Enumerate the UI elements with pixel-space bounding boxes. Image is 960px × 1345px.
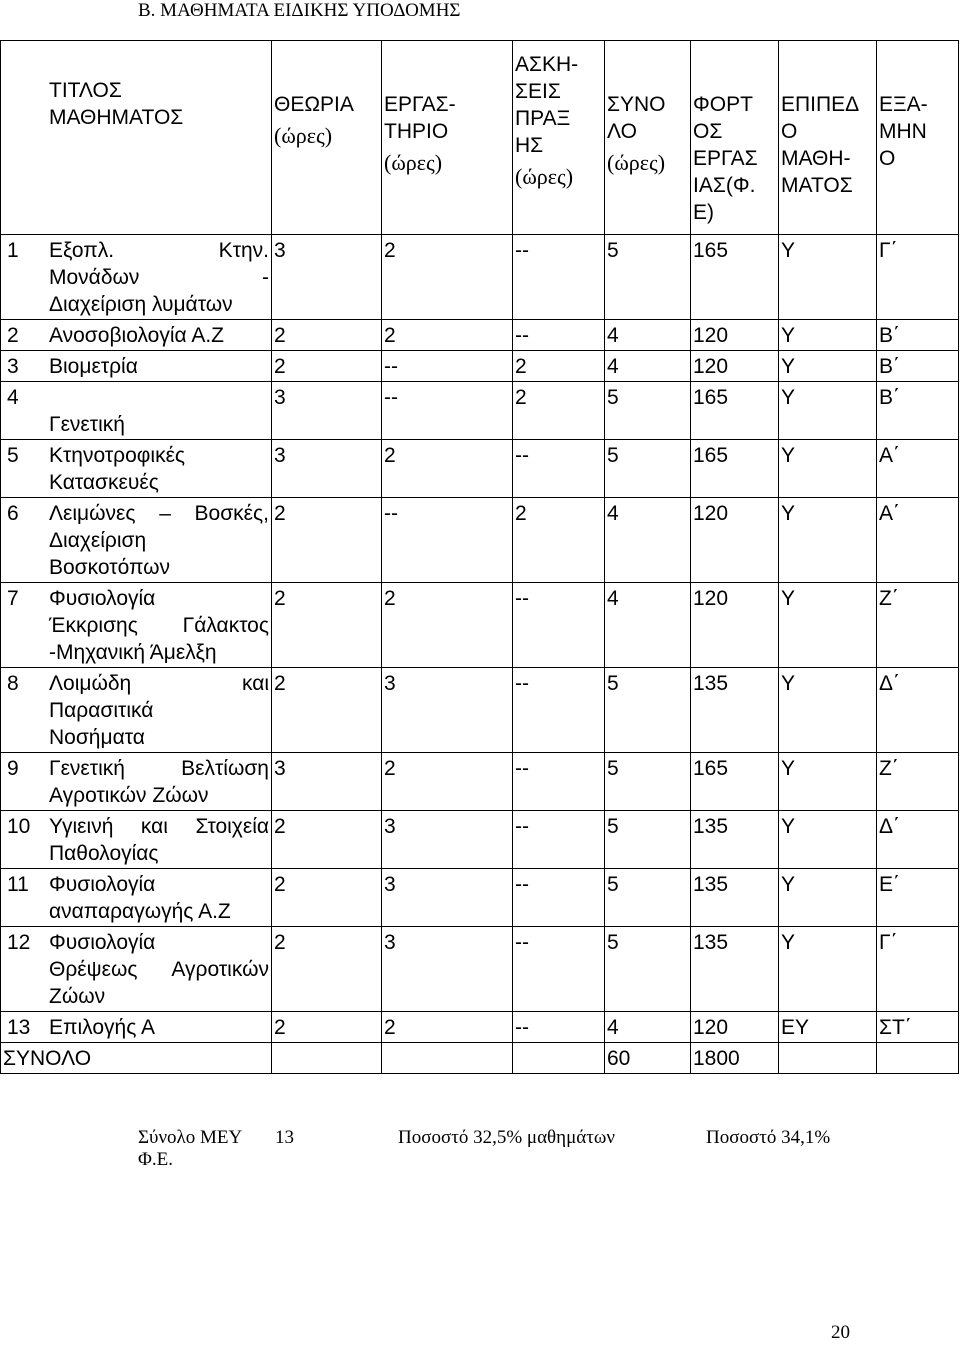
h-workload-line: ΟΣ bbox=[693, 120, 723, 143]
h-exercises-line: ΑΣΚΗ- bbox=[515, 53, 579, 76]
course-workload: 135 bbox=[691, 811, 779, 869]
course-title bbox=[49, 755, 269, 809]
h-level-line: ΜΑΤΟΣ bbox=[781, 174, 853, 197]
course-title bbox=[49, 500, 269, 581]
h-total-unit: (ώρες) bbox=[607, 150, 666, 175]
course-workload: 120 bbox=[691, 583, 779, 668]
course-semester: Δ΄ bbox=[877, 668, 959, 753]
course-semester: Ζ΄ bbox=[877, 583, 959, 668]
course-theory: 3 bbox=[272, 235, 382, 320]
course-title-cell bbox=[1, 440, 272, 498]
header-workload bbox=[691, 41, 779, 235]
course-workload: 165 bbox=[691, 382, 779, 440]
course-theory: 2 bbox=[272, 668, 382, 753]
course-title-cell bbox=[1, 811, 272, 869]
h-title-line: ΜΑΘΗΜΑΤΟΣ bbox=[49, 106, 184, 129]
course-theory: 3 bbox=[272, 753, 382, 811]
table-row bbox=[1, 498, 959, 583]
course-exercises: -- bbox=[513, 235, 605, 320]
courses-table bbox=[0, 40, 959, 1074]
table-row bbox=[1, 583, 959, 668]
h-theory-line: ΘΕΩΡΙΑ bbox=[274, 93, 354, 116]
table-row bbox=[1, 811, 959, 869]
h-semester-line: ΜΗΝ bbox=[879, 120, 927, 143]
course-exercises: -- bbox=[513, 811, 605, 869]
course-title-line: -Μηχανική Άμελξη bbox=[49, 641, 217, 664]
footer-percent-courses: Ποσοστό 32,5% μαθημάτων bbox=[398, 1127, 615, 1148]
header-semester bbox=[877, 41, 959, 235]
course-level: Υ bbox=[779, 498, 877, 583]
course-total: 4 bbox=[605, 320, 691, 351]
course-number: 13 bbox=[7, 1016, 31, 1039]
course-title-line: Γενετική bbox=[49, 413, 125, 436]
course-lab: 2 bbox=[382, 235, 513, 320]
course-semester: Ζ΄ bbox=[877, 753, 959, 811]
course-semester: Γ΄ bbox=[877, 235, 959, 320]
course-total: 5 bbox=[605, 869, 691, 927]
course-level: Υ bbox=[779, 235, 877, 320]
course-title bbox=[49, 353, 269, 380]
course-lab: 3 bbox=[382, 668, 513, 753]
course-semester: Β΄ bbox=[877, 351, 959, 382]
course-title-line: Ανοσοβιολογία Α.Ζ bbox=[49, 324, 224, 347]
course-title-line: Λοιμώδη και bbox=[49, 672, 269, 695]
course-semester: Α΄ bbox=[877, 440, 959, 498]
h-exercises-unit: (ώρες) bbox=[515, 164, 574, 189]
course-total: 5 bbox=[605, 811, 691, 869]
course-title-line: Κτηνοτροφικές bbox=[49, 444, 186, 467]
header-exercises bbox=[513, 41, 605, 235]
h-lab-line: ΕΡΓΑΣ- bbox=[384, 93, 456, 116]
header-level bbox=[779, 41, 877, 235]
header-total bbox=[605, 41, 691, 235]
course-title-line: Θρέψεως Αγροτικών bbox=[49, 958, 269, 981]
course-exercises: -- bbox=[513, 668, 605, 753]
course-theory: 2 bbox=[272, 498, 382, 583]
course-title-line: Παρασιτικά bbox=[49, 699, 154, 722]
course-title-cell bbox=[1, 583, 272, 668]
table-row bbox=[1, 382, 959, 440]
course-title-cell bbox=[1, 668, 272, 753]
course-total: 5 bbox=[605, 235, 691, 320]
course-lab: -- bbox=[382, 351, 513, 382]
course-lab: 2 bbox=[382, 320, 513, 351]
course-exercises: -- bbox=[513, 583, 605, 668]
course-semester: Α΄ bbox=[877, 498, 959, 583]
totals-level bbox=[779, 1043, 877, 1074]
course-number: 6 bbox=[7, 502, 19, 525]
table-row bbox=[1, 351, 959, 382]
h-total-line: ΣΥΝΟ bbox=[607, 93, 666, 116]
table-row bbox=[1, 320, 959, 351]
course-title-line bbox=[49, 384, 269, 411]
course-title-line: Διαχείριση bbox=[49, 529, 147, 552]
table-row bbox=[1, 440, 959, 498]
course-title-line: Γενετική Βελτίωση bbox=[49, 757, 269, 780]
header-title bbox=[1, 41, 272, 235]
course-title-line: Νοσήματα bbox=[49, 726, 145, 749]
course-semester: Δ΄ bbox=[877, 811, 959, 869]
course-title bbox=[49, 237, 269, 318]
course-exercises: -- bbox=[513, 320, 605, 351]
table-row bbox=[1, 1012, 959, 1043]
h-title-line: ΤΙΤΛΟΣ bbox=[49, 79, 122, 102]
course-title-cell bbox=[1, 927, 272, 1012]
course-theory: 2 bbox=[272, 1012, 382, 1043]
course-title-cell bbox=[1, 235, 272, 320]
course-exercises: -- bbox=[513, 753, 605, 811]
course-title-line: Κατασκευές bbox=[49, 471, 159, 494]
course-level: Υ bbox=[779, 440, 877, 498]
course-title-line: Ζώων bbox=[49, 985, 106, 1008]
table-row bbox=[1, 869, 959, 927]
course-title-line: Βιομετρία bbox=[49, 355, 138, 378]
course-lab: -- bbox=[382, 498, 513, 583]
course-number: 12 bbox=[7, 931, 31, 954]
course-workload: 120 bbox=[691, 498, 779, 583]
course-workload: 135 bbox=[691, 869, 779, 927]
course-title-cell bbox=[1, 1012, 272, 1043]
page-number: 20 bbox=[831, 1322, 850, 1343]
table-row bbox=[1, 668, 959, 753]
course-title-line: Βοσκοτόπων bbox=[49, 556, 171, 579]
course-title-line: Εξοπλ. Κτην. bbox=[49, 239, 269, 262]
course-total: 5 bbox=[605, 440, 691, 498]
course-total: 4 bbox=[605, 583, 691, 668]
course-title-cell bbox=[1, 351, 272, 382]
footer-sum-value: 13 bbox=[275, 1127, 294, 1148]
course-title bbox=[49, 322, 269, 349]
course-semester: Β΄ bbox=[877, 320, 959, 351]
course-semester: Β΄ bbox=[877, 382, 959, 440]
course-title bbox=[49, 1014, 269, 1041]
section-title: Β. ΜΑΘΗΜΑΤΑ ΕΙΔΙΚΗΣ ΥΠΟΔΟΜΗΣ bbox=[138, 0, 461, 21]
course-title bbox=[49, 384, 269, 438]
course-theory: 2 bbox=[272, 583, 382, 668]
course-level: Υ bbox=[779, 583, 877, 668]
course-total: 5 bbox=[605, 668, 691, 753]
course-semester: Γ΄ bbox=[877, 927, 959, 1012]
course-exercises: 2 bbox=[513, 498, 605, 583]
course-level: Υ bbox=[779, 927, 877, 1012]
h-level-line: ΜΑΘΗ- bbox=[781, 147, 851, 170]
course-theory: 2 bbox=[272, 320, 382, 351]
course-title-line: Μονάδων - bbox=[49, 266, 269, 289]
course-title-line: Φυσιολογία bbox=[49, 587, 156, 610]
course-semester: ΣΤ΄ bbox=[877, 1012, 959, 1043]
course-exercises: -- bbox=[513, 440, 605, 498]
course-workload: 165 bbox=[691, 235, 779, 320]
course-lab: 2 bbox=[382, 753, 513, 811]
header-theory bbox=[272, 41, 382, 235]
totals-semester bbox=[877, 1043, 959, 1074]
h-semester-line: Ο bbox=[879, 147, 896, 170]
course-title-line: Επιλογής Α bbox=[49, 1016, 156, 1039]
h-level-line: Ο bbox=[781, 120, 798, 143]
course-number: 8 bbox=[7, 672, 19, 695]
course-title-line: Παθολογίας bbox=[49, 842, 159, 865]
course-title-cell bbox=[1, 869, 272, 927]
course-title-line: Φυσιολογία bbox=[49, 873, 156, 896]
course-theory: 2 bbox=[272, 927, 382, 1012]
h-exercises-line: ΗΣ bbox=[515, 134, 544, 157]
course-lab: 3 bbox=[382, 927, 513, 1012]
course-title-cell bbox=[1, 320, 272, 351]
course-level: Υ bbox=[779, 351, 877, 382]
course-level: Υ bbox=[779, 320, 877, 351]
course-theory: 2 bbox=[272, 351, 382, 382]
header-lab bbox=[382, 41, 513, 235]
course-theory: 2 bbox=[272, 811, 382, 869]
footer-sum-label-line2: Φ.Ε. bbox=[138, 1149, 173, 1170]
course-number: 10 bbox=[7, 815, 31, 838]
course-lab: 3 bbox=[382, 869, 513, 927]
course-workload: 165 bbox=[691, 753, 779, 811]
course-number: 5 bbox=[7, 444, 19, 467]
h-lab-line: ΤΗΡΙΟ bbox=[384, 120, 449, 143]
table-row bbox=[1, 927, 959, 1012]
course-workload: 120 bbox=[691, 1012, 779, 1043]
h-theory-unit: (ώρες) bbox=[274, 123, 333, 148]
course-exercises: -- bbox=[513, 869, 605, 927]
totals-lab bbox=[382, 1043, 513, 1074]
totals-row bbox=[1, 1043, 959, 1074]
table-row bbox=[1, 753, 959, 811]
h-workload-line: Ε) bbox=[693, 201, 714, 224]
course-title-line: Έκκρισης Γάλακτος bbox=[49, 614, 269, 637]
course-lab: 2 bbox=[382, 1012, 513, 1043]
course-exercises: 2 bbox=[513, 382, 605, 440]
course-workload: 135 bbox=[691, 927, 779, 1012]
course-lab: 2 bbox=[382, 440, 513, 498]
course-level: Υ bbox=[779, 869, 877, 927]
h-workload-line: ΦΟΡΤ bbox=[693, 93, 753, 116]
course-lab: 2 bbox=[382, 583, 513, 668]
course-title-line: Διαχείριση λυμάτων bbox=[49, 293, 233, 316]
course-number: 4 bbox=[7, 386, 19, 409]
course-level: ΕΥ bbox=[779, 1012, 877, 1043]
course-title-line: Φυσιολογία bbox=[49, 931, 156, 954]
course-title bbox=[49, 442, 269, 496]
course-level: Υ bbox=[779, 382, 877, 440]
course-title-line: Αγροτικών Ζώων bbox=[49, 784, 209, 807]
course-lab: -- bbox=[382, 382, 513, 440]
course-level: Υ bbox=[779, 668, 877, 753]
course-total: 5 bbox=[605, 382, 691, 440]
h-lab-unit: (ώρες) bbox=[384, 150, 443, 175]
course-exercises: -- bbox=[513, 927, 605, 1012]
course-total: 5 bbox=[605, 927, 691, 1012]
course-total: 4 bbox=[605, 351, 691, 382]
course-lab: 3 bbox=[382, 811, 513, 869]
course-rows bbox=[1, 235, 959, 1043]
course-level: Υ bbox=[779, 753, 877, 811]
footer-percent-other: Ποσοστό 34,1% bbox=[706, 1127, 831, 1148]
course-number: 2 bbox=[7, 324, 19, 347]
course-workload: 120 bbox=[691, 351, 779, 382]
course-total: 4 bbox=[605, 1012, 691, 1043]
course-title bbox=[49, 585, 269, 666]
course-number: 3 bbox=[7, 355, 19, 378]
course-title-cell bbox=[1, 382, 272, 440]
course-semester: Ε΄ bbox=[877, 869, 959, 927]
course-workload: 120 bbox=[691, 320, 779, 351]
totals-theory bbox=[272, 1043, 382, 1074]
course-number: 9 bbox=[7, 757, 19, 780]
h-semester-line: ΕΞΑ- bbox=[879, 93, 928, 116]
course-theory: 3 bbox=[272, 440, 382, 498]
h-workload-line: ΕΡΓΑΣ bbox=[693, 147, 758, 170]
course-exercises: -- bbox=[513, 1012, 605, 1043]
totals-label: ΣΥΝΟΛΟ bbox=[1, 1043, 272, 1074]
course-theory: 3 bbox=[272, 382, 382, 440]
course-total: 4 bbox=[605, 498, 691, 583]
h-workload-line: ΙΑΣ(Φ. bbox=[693, 174, 756, 197]
course-title-cell bbox=[1, 498, 272, 583]
totals-exercises bbox=[513, 1043, 605, 1074]
course-workload: 165 bbox=[691, 440, 779, 498]
course-theory: 2 bbox=[272, 869, 382, 927]
course-total: 5 bbox=[605, 753, 691, 811]
course-title bbox=[49, 871, 269, 925]
course-title bbox=[49, 929, 269, 1010]
course-number: 7 bbox=[7, 587, 19, 610]
course-level: Υ bbox=[779, 811, 877, 869]
course-number: 11 bbox=[7, 873, 29, 896]
course-title bbox=[49, 670, 269, 751]
course-workload: 135 bbox=[691, 668, 779, 753]
totals-workload: 1800 bbox=[691, 1043, 779, 1074]
table-row bbox=[1, 235, 959, 320]
course-title-cell bbox=[1, 753, 272, 811]
course-title-line: Λειμώνες – Βοσκές, bbox=[49, 502, 269, 525]
h-level-line: ΕΠΙΠΕΔ bbox=[781, 93, 860, 116]
course-title-line: αναπαραγωγής Α.Ζ bbox=[49, 900, 231, 923]
course-title-line: Υγιεινή και Στοιχεία bbox=[49, 815, 269, 838]
footer-sum-label-line1: Σύνολο ΜΕΥ bbox=[138, 1127, 243, 1148]
h-exercises-line: ΠΡΑΞ bbox=[515, 107, 571, 130]
course-title bbox=[49, 813, 269, 867]
h-exercises-line: ΣΕΙΣ bbox=[515, 80, 561, 103]
header-row bbox=[1, 41, 959, 235]
footer-sum-label bbox=[138, 1127, 242, 1171]
course-number: 1 bbox=[7, 239, 19, 262]
course-exercises: 2 bbox=[513, 351, 605, 382]
h-total-line: ΛΟ bbox=[607, 120, 637, 143]
totals-hours: 60 bbox=[605, 1043, 691, 1074]
